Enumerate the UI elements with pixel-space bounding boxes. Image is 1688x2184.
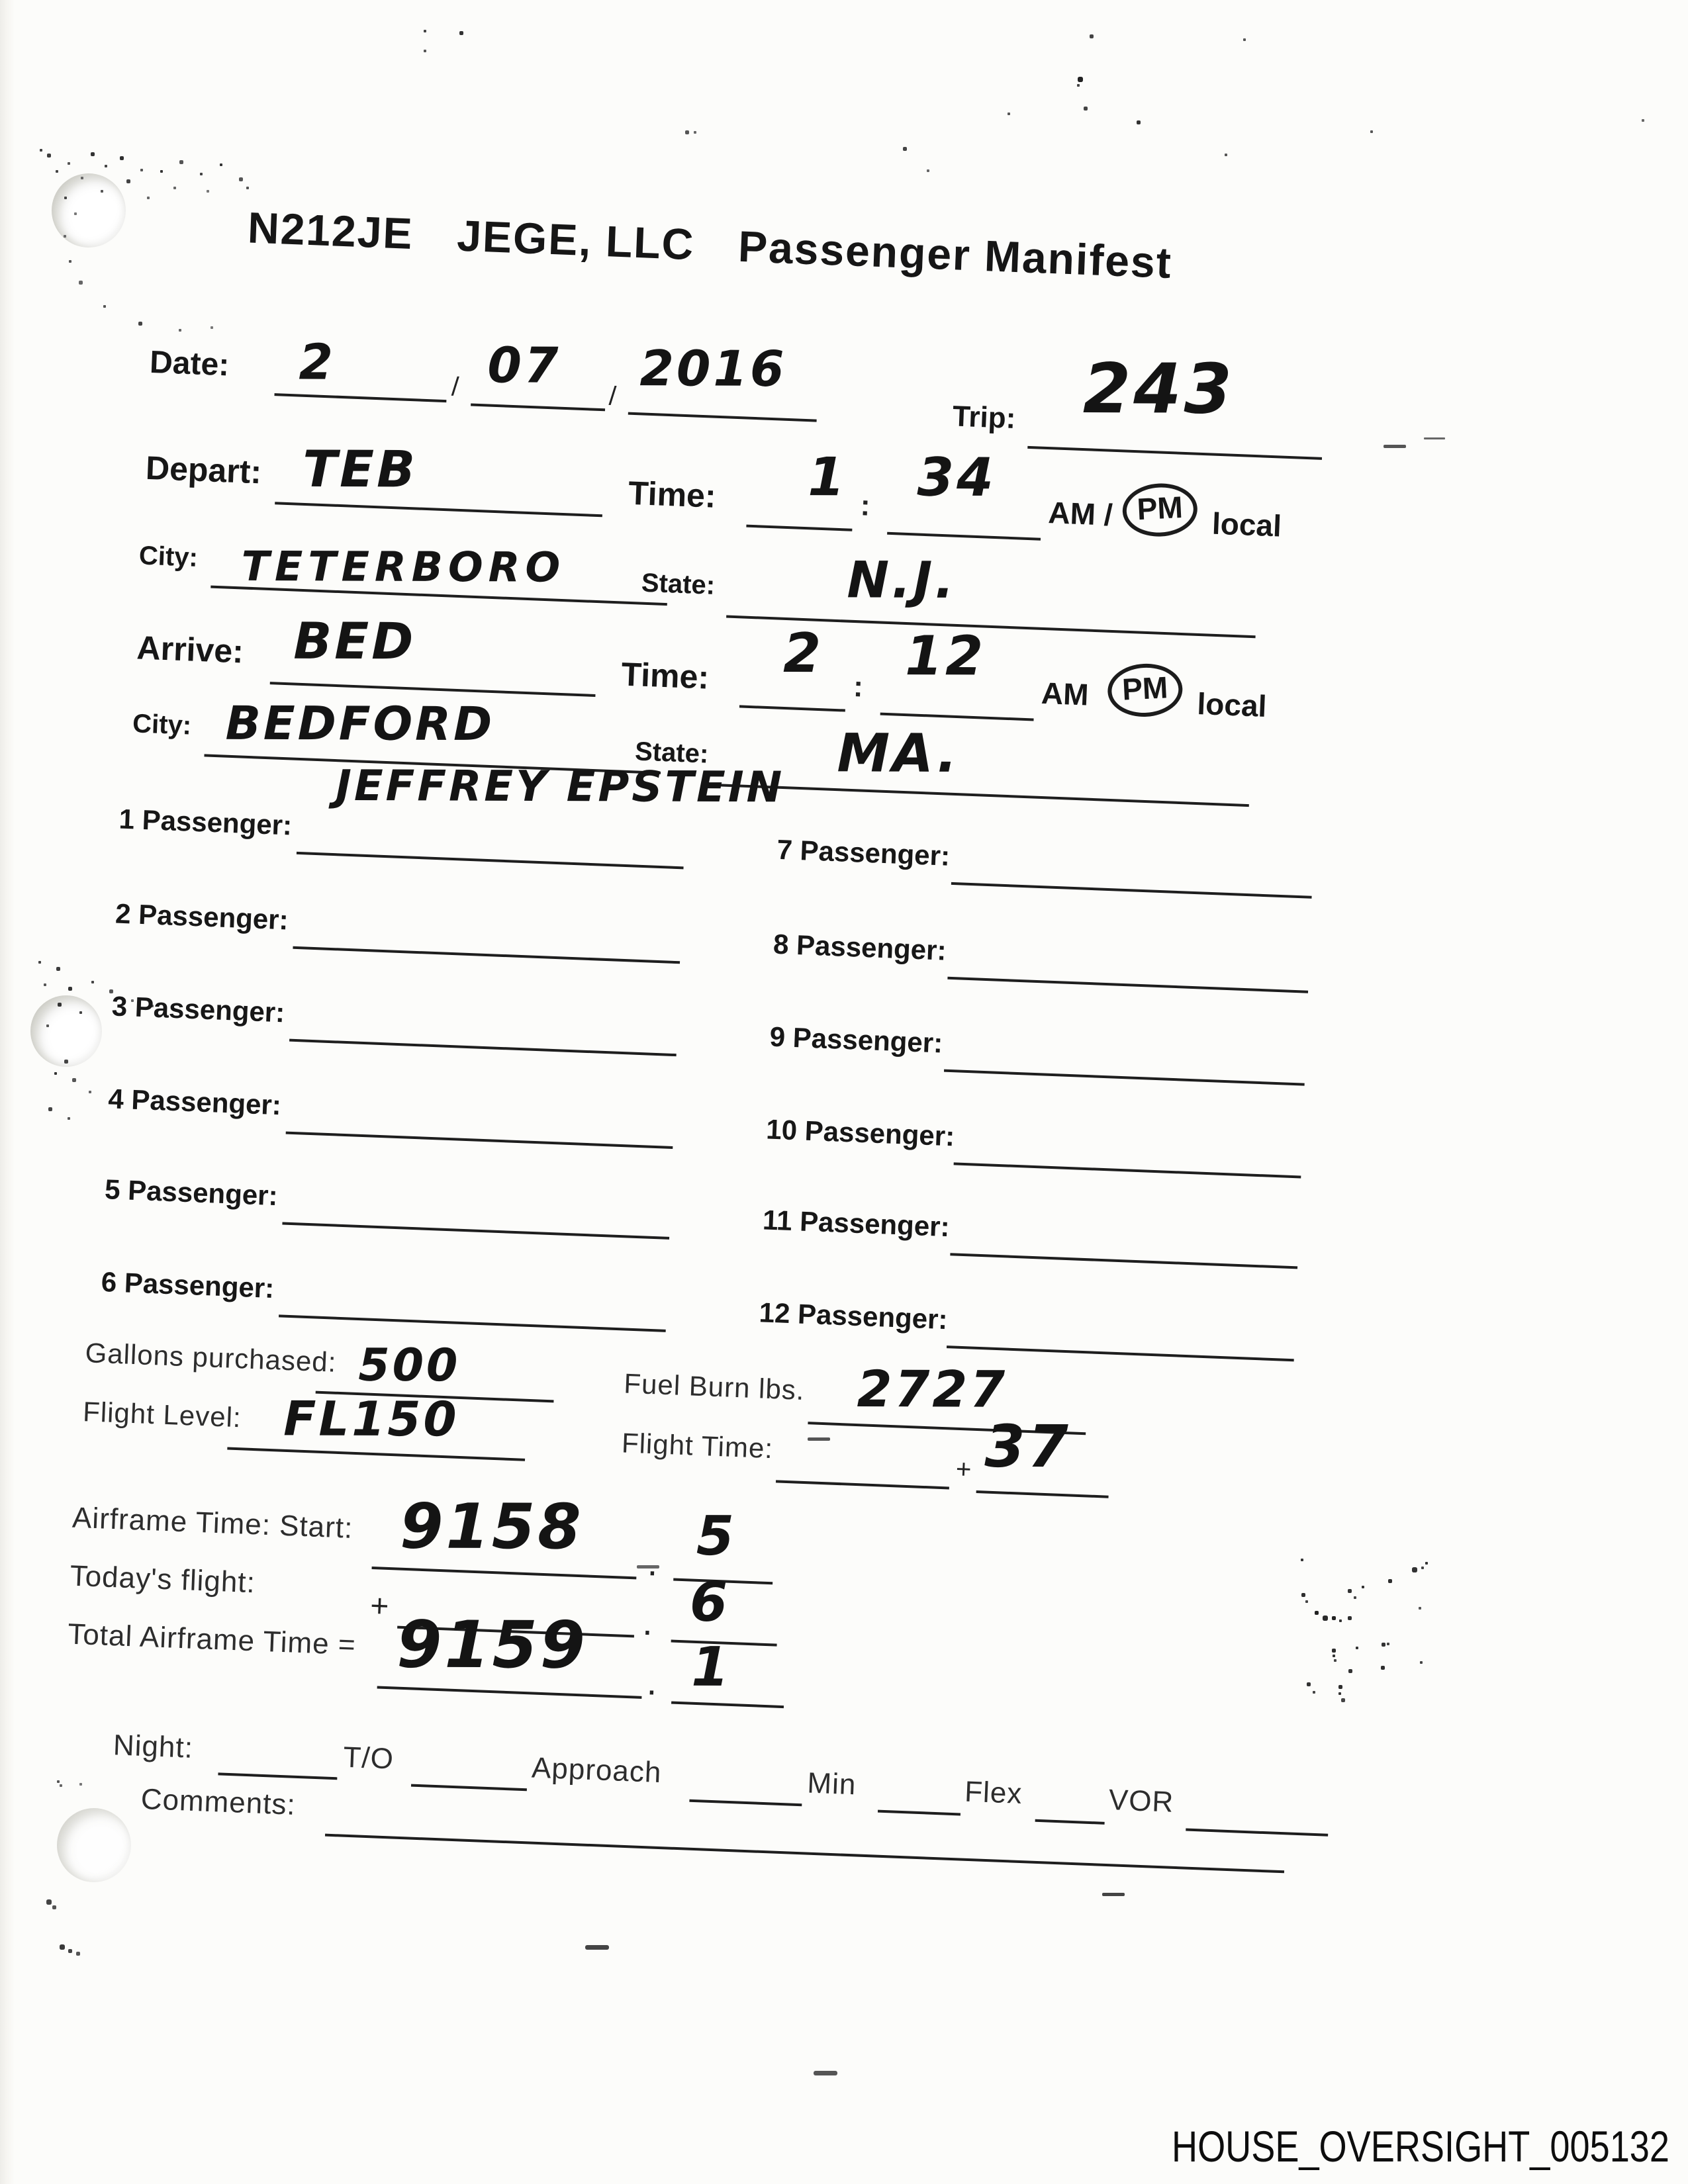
depart-time-label: Time: bbox=[628, 474, 717, 515]
vor-line bbox=[1186, 1828, 1328, 1837]
todays-flight-dot: . bbox=[641, 1600, 654, 1643]
flex-line bbox=[1035, 1819, 1105, 1825]
trip-line bbox=[1027, 445, 1322, 460]
depart-state-value: N.J. bbox=[847, 550, 957, 610]
depart-city-label: City: bbox=[138, 541, 199, 572]
flight-time-value: 37 bbox=[984, 1412, 1072, 1481]
arrive-minute-line bbox=[880, 712, 1034, 721]
pm-circle-mark: PM bbox=[1121, 482, 1199, 538]
arrive-state-value: MA. bbox=[837, 722, 960, 785]
depart-hour-value: 1 bbox=[808, 446, 848, 508]
passenger-6-label: 6 Passenger: bbox=[100, 1266, 275, 1304]
arrive-local-label: local bbox=[1196, 686, 1268, 723]
comments-label: Comments: bbox=[140, 1782, 297, 1821]
airframe-start-dec-value: 5 bbox=[696, 1504, 737, 1569]
flight-level-label: Flight Level: bbox=[82, 1396, 242, 1433]
takeoff-label: T/O bbox=[342, 1741, 395, 1776]
gallons-value: 500 bbox=[358, 1339, 461, 1392]
document-title: Passenger Manifest bbox=[737, 221, 1174, 287]
flex-label: Flex bbox=[964, 1775, 1023, 1811]
arrive-label: Arrive: bbox=[136, 629, 244, 670]
form-title bbox=[247, 202, 1173, 288]
arrive-code-line bbox=[270, 681, 596, 697]
passenger-9-label: 9 Passenger: bbox=[769, 1021, 944, 1059]
arrive-time-colon: : bbox=[853, 670, 864, 704]
passenger-1-label: 1 Passenger: bbox=[118, 803, 293, 841]
passenger-9-line bbox=[944, 1069, 1305, 1086]
passenger-10-label: 10 Passenger: bbox=[765, 1113, 956, 1152]
arrive-pm-circled bbox=[1107, 662, 1184, 718]
passenger-4-line bbox=[286, 1131, 673, 1149]
depart-pm-circled bbox=[1121, 482, 1198, 537]
trip-value: 243 bbox=[1082, 347, 1235, 430]
min-label: Min bbox=[806, 1766, 857, 1801]
depart-state-label: State: bbox=[641, 568, 716, 600]
date-slash-1: / bbox=[451, 372, 460, 402]
tail-number: N212JE bbox=[246, 203, 414, 258]
pm-circle-mark: PM bbox=[1106, 662, 1184, 718]
todays-flight-dec-value: 6 bbox=[689, 1570, 731, 1634]
passenger-1-line bbox=[297, 851, 684, 869]
passenger-4-label: 4 Passenger: bbox=[107, 1083, 282, 1121]
passenger-12-line bbox=[947, 1345, 1294, 1361]
date-label: Date: bbox=[149, 344, 230, 383]
date-year-line bbox=[628, 412, 817, 422]
passenger-7-label: 7 Passenger: bbox=[776, 833, 951, 872]
passenger-6-line bbox=[279, 1314, 666, 1332]
depart-am-label: AM / bbox=[1047, 495, 1113, 532]
trip-label: Trip: bbox=[952, 400, 1017, 435]
passenger-2-label: 2 Passenger: bbox=[115, 897, 289, 936]
passenger-10-line bbox=[954, 1161, 1301, 1178]
total-airframe-dec-value: 1 bbox=[691, 1635, 732, 1699]
fuel-burn-label: Fuel Burn lbs. bbox=[623, 1367, 806, 1406]
flight-time-line bbox=[776, 1479, 949, 1489]
date-slash-2: / bbox=[608, 381, 617, 411]
company-name: JEGE, LLC bbox=[456, 210, 696, 269]
date-month-line bbox=[274, 392, 446, 402]
arrive-state-line bbox=[720, 783, 1249, 807]
passenger-11-label: 11 Passenger: bbox=[762, 1204, 951, 1243]
total-airframe-dec-line bbox=[671, 1701, 784, 1709]
arrive-city-value: BEDFORD bbox=[225, 696, 495, 752]
passenger-11-line bbox=[950, 1252, 1297, 1269]
passenger-1-value: JEFFREY EPSTEIN bbox=[335, 761, 785, 813]
passenger-8-label: 8 Passenger: bbox=[773, 928, 947, 966]
night-label: Night: bbox=[113, 1729, 194, 1764]
bates-stamp: HOUSE_OVERSIGHT_005132 bbox=[1172, 2122, 1670, 2171]
date-month-value: 2 bbox=[299, 334, 336, 391]
total-airframe-label: Total Airframe Time = bbox=[67, 1617, 357, 1662]
passenger-5-line bbox=[282, 1221, 669, 1239]
arrive-hour-line bbox=[739, 704, 845, 711]
todays-flight-plus: + bbox=[369, 1588, 390, 1625]
flight-level-value: FL150 bbox=[283, 1390, 459, 1447]
airframe-start-value: 9158 bbox=[399, 1490, 584, 1564]
depart-label: Depart: bbox=[145, 449, 263, 491]
arrive-minute-value: 12 bbox=[904, 625, 986, 688]
gallons-purchased-label: Gallons purchased: bbox=[84, 1337, 338, 1378]
depart-code-line bbox=[275, 501, 602, 517]
arrive-city-label: City: bbox=[132, 709, 192, 741]
depart-hour-line bbox=[746, 524, 852, 531]
arrive-code-value: BED bbox=[293, 611, 416, 671]
date-day-line bbox=[471, 402, 605, 411]
airframe-start-line bbox=[372, 1566, 637, 1579]
total-airframe-line bbox=[377, 1685, 642, 1698]
depart-city-value: TETERBORO bbox=[241, 541, 566, 592]
airframe-start-label: Airframe Time: Start: bbox=[71, 1501, 354, 1545]
depart-minute-value: 34 bbox=[917, 446, 996, 508]
min-line bbox=[878, 1809, 961, 1816]
depart-minute-line bbox=[887, 531, 1041, 541]
total-airframe-dot: . bbox=[646, 1661, 659, 1703]
arrive-hour-value: 2 bbox=[782, 621, 824, 686]
depart-code-value: TEB bbox=[303, 439, 418, 499]
approach-line bbox=[689, 1799, 802, 1807]
todays-flight-label: Today's flight: bbox=[69, 1559, 256, 1600]
passenger-3-label: 3 Passenger: bbox=[111, 990, 286, 1028]
flight-time-plus: + bbox=[955, 1454, 972, 1484]
passenger-8-line bbox=[947, 976, 1308, 993]
night-line bbox=[218, 1772, 337, 1780]
passenger-12-label: 12 Passenger: bbox=[758, 1297, 949, 1336]
fuel-burn-value: 2727 bbox=[857, 1359, 1008, 1419]
passenger-7-line bbox=[951, 882, 1312, 899]
passenger-3-line bbox=[289, 1038, 677, 1056]
approach-label: Approach bbox=[531, 1751, 663, 1790]
comments-line bbox=[325, 1833, 1284, 1874]
airframe-start-dot: . bbox=[647, 1541, 659, 1584]
flight-level-line bbox=[227, 1447, 525, 1461]
arrive-state-label: State: bbox=[634, 737, 710, 769]
depart-local-label: local bbox=[1211, 506, 1282, 543]
flight-time-dec-line bbox=[976, 1490, 1109, 1498]
passenger-2-line bbox=[293, 946, 680, 964]
passenger-5-label: 5 Passenger: bbox=[104, 1173, 279, 1212]
vor-label: VOR bbox=[1108, 1784, 1175, 1819]
date-day-value: 07 bbox=[487, 337, 561, 394]
depart-time-colon: : bbox=[859, 489, 871, 522]
takeoff-line bbox=[411, 1784, 527, 1792]
flight-time-label: Flight Time: bbox=[621, 1427, 774, 1465]
arrive-am-label: AM bbox=[1041, 675, 1090, 712]
date-year-value: 2016 bbox=[639, 340, 787, 398]
arrive-time-label: Time: bbox=[620, 655, 710, 696]
total-airframe-value: 9159 bbox=[397, 1607, 588, 1684]
